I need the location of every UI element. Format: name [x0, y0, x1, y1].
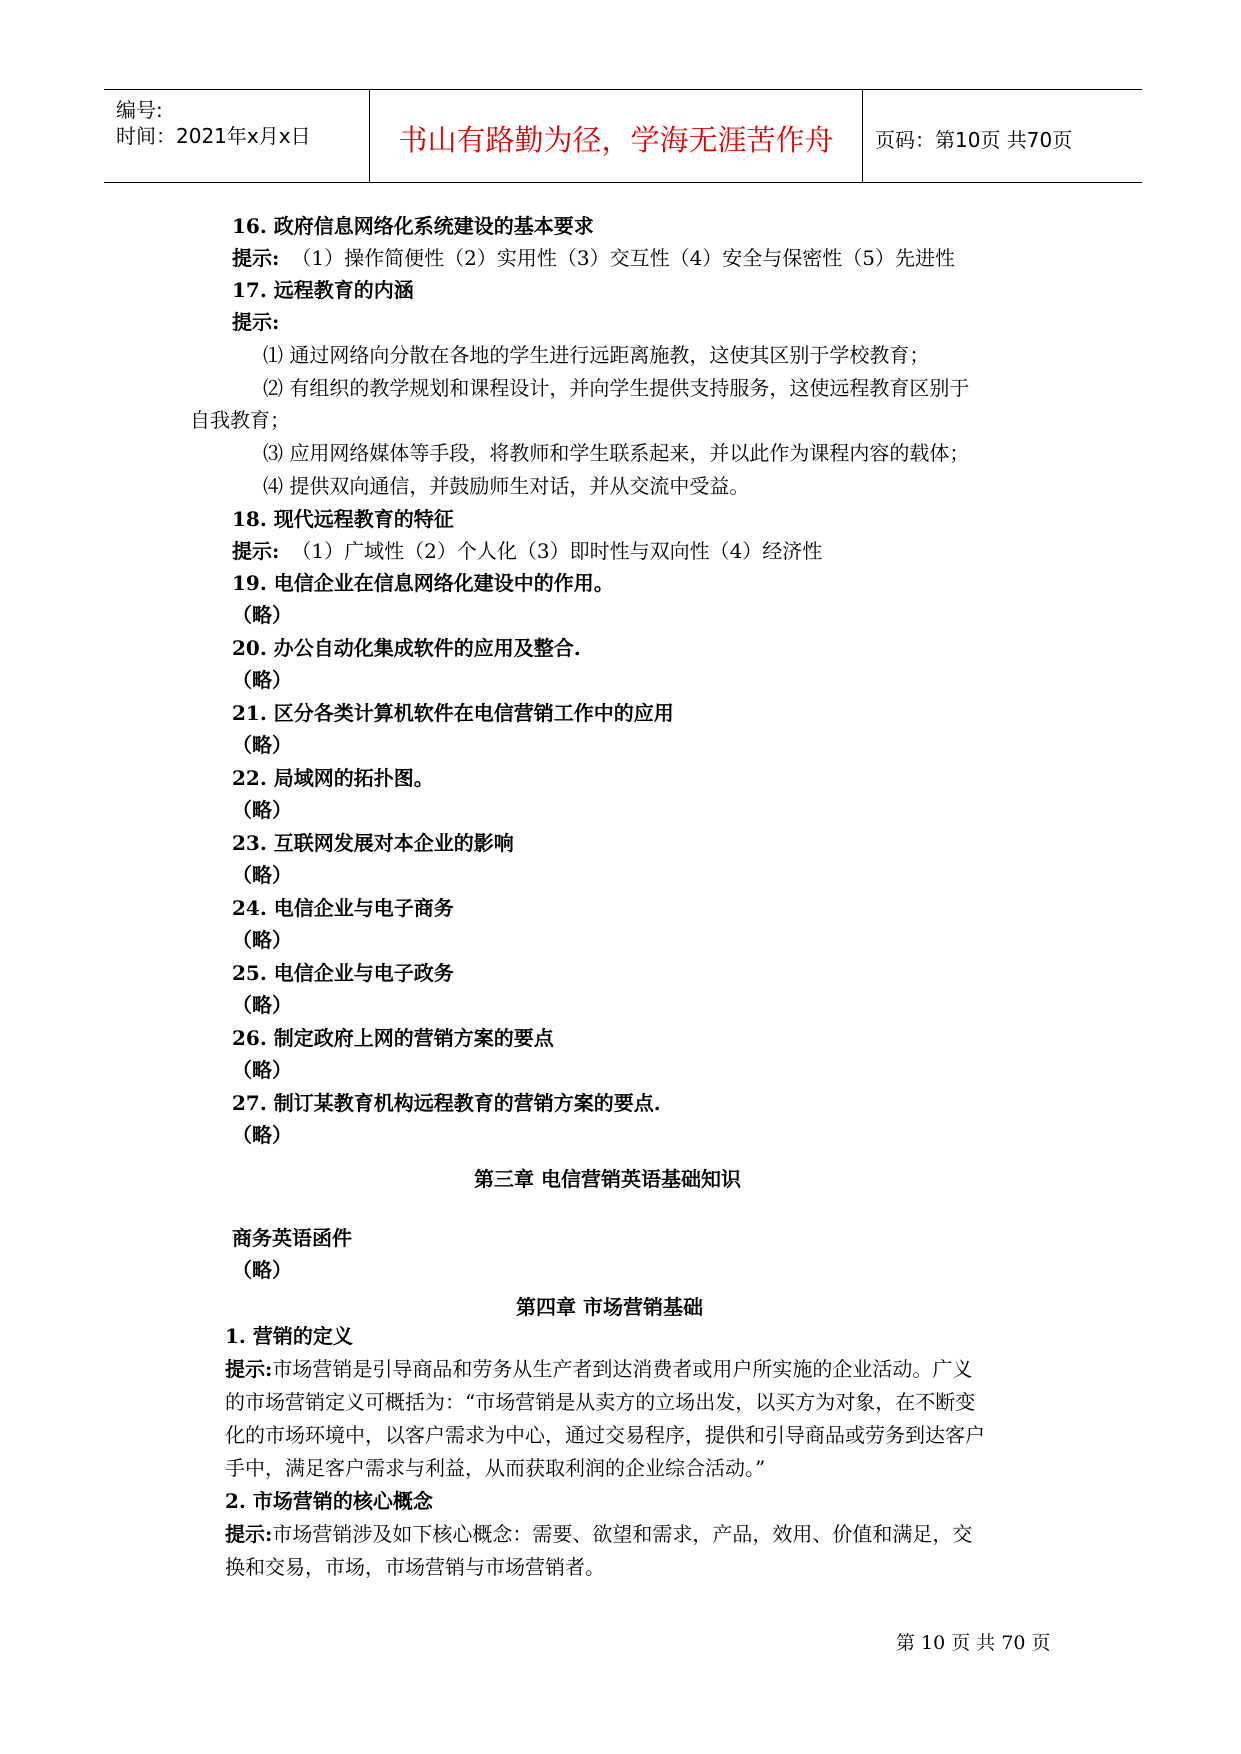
page-footer: 第 10 页 共 70 页	[896, 1632, 1051, 1654]
answer-omitted: （略）	[232, 1123, 292, 1147]
hint-18	[232, 539, 822, 563]
hint-text: （1）广域性（2）个人化（3）即时性与双向性（4）经济性	[291, 539, 823, 563]
header-motto-cell	[370, 90, 863, 182]
question-27: 27. 制订某教育机构远程教育的营销方案的要点.	[232, 1091, 661, 1115]
question-26: 26. 制定政府上网的营销方案的要点	[232, 1026, 554, 1050]
answer-omitted: （略）	[232, 863, 292, 887]
hint-label: 提示:	[232, 310, 280, 334]
list-item: ⑷ 提供双向通信，并鼓励师生对话，并从交流中受益。	[263, 474, 750, 498]
question-24: 24. 电信企业与电子商务	[232, 896, 454, 920]
paragraph-line: 的市场营销定义可概括为：“市场营销是从卖方的立场出发，以买方为对象，在不断变	[225, 1390, 976, 1414]
answer-omitted: （略）	[232, 993, 292, 1017]
paragraph-line: 化的市场环境中，以客户需求为中心，通过交易程序，提供和引导商品或劳务到达客户	[225, 1423, 985, 1447]
hint-c4q2	[225, 1522, 972, 1546]
question-23: 23. 互联网发展对本企业的影响	[232, 831, 514, 855]
answer-omitted: （略）	[232, 733, 292, 757]
hint-label: 提示:	[232, 246, 280, 270]
question-16: 16. 政府信息网络化系统建设的基本要求	[232, 214, 594, 238]
header-motto: 书山有路勤为径，学海无涯苦作舟	[398, 123, 834, 157]
chapter-3-title: 第三章 电信营销英语基础知识	[474, 1167, 741, 1191]
hint-text: 市场营销涉及如下核心概念：需要、欲望和需求，产品，效用、价值和满足，交	[272, 1522, 973, 1546]
hint-text: （1）操作简便性（2）实用性（3）交互性（4）安全与保密性（5）先进性	[291, 246, 956, 270]
hint-c4q1	[225, 1357, 972, 1381]
answer-omitted: （略）	[232, 928, 292, 952]
hint-label: 提示:	[232, 539, 280, 563]
chapter-4-title: 第四章 市场营销基础	[516, 1295, 703, 1319]
hint-label: 提示:	[225, 1522, 273, 1546]
question-21: 21. 区分各类计算机软件在电信营销工作中的应用	[232, 701, 674, 725]
answer-omitted: （略）	[232, 1258, 292, 1282]
answer-omitted: （略）	[232, 798, 292, 822]
question-25: 25. 电信企业与电子政务	[232, 961, 454, 985]
document-time: 时间：2021年x月x日	[116, 124, 311, 148]
hint-16	[232, 246, 955, 270]
question-18: 18. 现代远程教育的特征	[232, 507, 454, 531]
chapter-4-question-2: 2. 市场营销的核心概念	[225, 1489, 433, 1513]
list-item: ⑴ 通过网络向分散在各地的学生进行远距离施教，这使其区别于学校教育；	[263, 343, 930, 367]
answer-omitted: （略）	[232, 603, 292, 627]
question-20: 20. 办公自动化集成软件的应用及整合.	[232, 636, 581, 660]
header-page-cell	[863, 90, 1142, 182]
chapter-4-question-1: 1. 营销的定义	[225, 1324, 353, 1348]
list-item: ⑶ 应用网络媒体等手段，将教师和学生联系起来，并以此作为课程内容的载体；	[263, 441, 970, 465]
header-info-cell	[104, 90, 370, 182]
question-19: 19. 电信企业在信息网络化建设中的作用。	[232, 571, 614, 595]
answer-omitted: （略）	[232, 668, 292, 692]
header-page-number: 页码：第10页 共70页	[875, 128, 1073, 152]
page-header	[104, 89, 1142, 183]
question-17: 17. 远程教育的内涵	[232, 278, 414, 302]
paragraph-line: 换和交易，市场，市场营销与市场营销者。	[225, 1555, 605, 1579]
hint-label: 提示:	[225, 1357, 273, 1381]
list-item: ⑵ 有组织的教学规划和课程设计，并向学生提供支持服务，这使远程教育区别于	[263, 376, 970, 400]
question-22: 22. 局域网的拓扑图。	[232, 766, 434, 790]
list-item-continuation: 自我教育；	[190, 408, 290, 432]
answer-omitted: （略）	[232, 1058, 292, 1082]
section-item: 商务英语函件	[232, 1226, 352, 1250]
hint-text: 市场营销是引导商品和劳务从生产者到达消费者或用户所实施的企业活动。广义	[272, 1357, 973, 1381]
paragraph-line: 手中，满足客户需求与利益，从而获取利润的企业综合活动。”	[225, 1456, 766, 1480]
document-number-label: 编号:	[116, 98, 163, 122]
